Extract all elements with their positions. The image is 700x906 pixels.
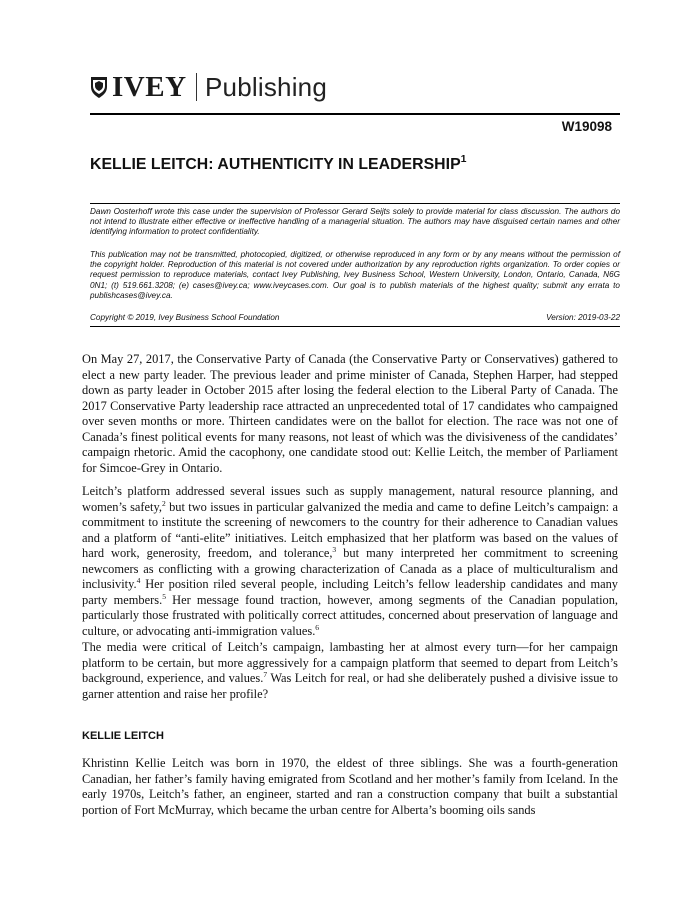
logo-divider: [196, 73, 198, 101]
header-rule: [90, 113, 620, 115]
section-heading: KELLIE LEITCH: [82, 730, 164, 742]
ivey-shield-icon: [90, 75, 108, 99]
case-number: W19098: [561, 119, 612, 134]
ivey-wordmark: IVEY: [112, 70, 187, 103]
copyright-row: [90, 313, 620, 323]
ivey-publishing-logo: [90, 70, 327, 104]
paragraph-3: The media were critical of Leitch’s campaign, lambasting her at almost every turn—for her campaign platform to be certain, but more aggressively for a campaign platform that seemed to depart from Leitch’s background, experience, and values.$^7$ Was Leitch for real, or had she deliberately pushed a divisive issue to garner attention and raise her profile?: [82, 640, 618, 701]
footnote-ref: 5: [162, 591, 166, 601]
case-title: [90, 153, 467, 174]
footnote-ref: 7: [263, 670, 268, 679]
footnote-ref: 6: [315, 622, 320, 632]
paragraph-4: Khristinn Kellie Leitch was born in 1970, the eldest of three siblings. She was a fourth-generation Canadian, her father’s family having emigrated from Scotland and her mother’s family from Iceland. In the early 1970s, Leitch’s father, an engineer, started and ran a construction company that built a substantial portion of Fort McMurray, which became the urban centre for Alberta’s booming oils sands: [82, 756, 618, 817]
disclaimer-bottom-rule: [90, 326, 620, 327]
footnote-ref: 3: [332, 545, 337, 554]
permissions-note: This publication may not be transmitted, photocopied, digitized, or otherwise reproduced in any form or by any means without the permission of the copyright holder. Reproduction of this material is not covered under authorization by any reproduction rights organization. To order copies or request permission to reproduce materials, contact Ivey Publishing, Ivey Business School, Western University, London, Ontario, Canada, N6G 0N1; (t) 519.661.3208; (e) cases@ivey.ca; www.iveycases.com. Our goal is to publish materials of the highest quality; submit any errata to publishcases@ivey.ca.: [90, 250, 620, 300]
authorship-note: Dawn Oosterhoff wrote this case under the supervision of Professor Gerard Seijts solely to provide material for class discussion. The authors do not intend to illustrate either effective or ineffective handling of a managerial situation. The authors may have disguised certain names and other identifying information to protect confidentiality.: [90, 207, 620, 237]
title-footnote-marker: 1: [460, 153, 467, 165]
copyright-text: Copyright © 2019, Ivey Business School Foundation: [90, 313, 280, 322]
version-text: Version: 2019-03-22: [546, 313, 620, 322]
footnote-ref: 2: [161, 498, 166, 508]
paragraph-2: Leitch’s platform addressed several issues such as supply management, natural resource planning, and women’s safety,$^2$ but two issues in particular galvanized the media and came to define Leitch’s campaign: a commitment to institute the screening of newcomers to the country for their adherence to Canadian values and a platform of “anti-elite” initiatives. Leitch emphasized that her platform was based on the values of hard work, generosity, freedom, and tolerance,$^3$ but many interpreted her commitment to screening newcomers as conflicting with a growing characterization of Canada as a place of multiculturalism and inclusivity.$^4$ Her position riled several people, including Leitch’s fellow leadership candidates and many party members.$^5$ Her message found traction, however, among segments of the Canadian population, particularly those frustrated with politically correct attitudes, concerned about preservation of language and culture, or advocating anti-immigration values.$^6$: [82, 484, 619, 638]
paragraph-1: On May 27, 2017, the Conservative Party of Canada (the Conservative Party or Conservatives) gathered to elect a new party leader. The previous leader and prime minister of Canada, Stephen Harper, had stepped down as party leader in October 2015 after losing the federal election to the Liberal Party of Canada. The 2017 Conservative Party leadership race attracted an unprecedented total of 17 candidates who campaigned over seven months or more. Thirteen candidates were on the ballot for election. The race was not one of Canada’s finest political events for many reasons, not least of which was the divisiveness of the candidates’ campaign rhetoric. Amid the cacophony, one candidate stood out: Kellie Leitch, the member of Parliament for Simcoe-Grey in Ontario.: [82, 352, 618, 475]
publisher-name: Publishing: [205, 71, 327, 102]
case-title-text: KELLIE LEITCH: AUTHENTICITY IN LEADERSHIP: [90, 156, 461, 173]
disclaimer-top-rule: [90, 203, 620, 204]
footnote-ref: 4: [136, 576, 141, 585]
